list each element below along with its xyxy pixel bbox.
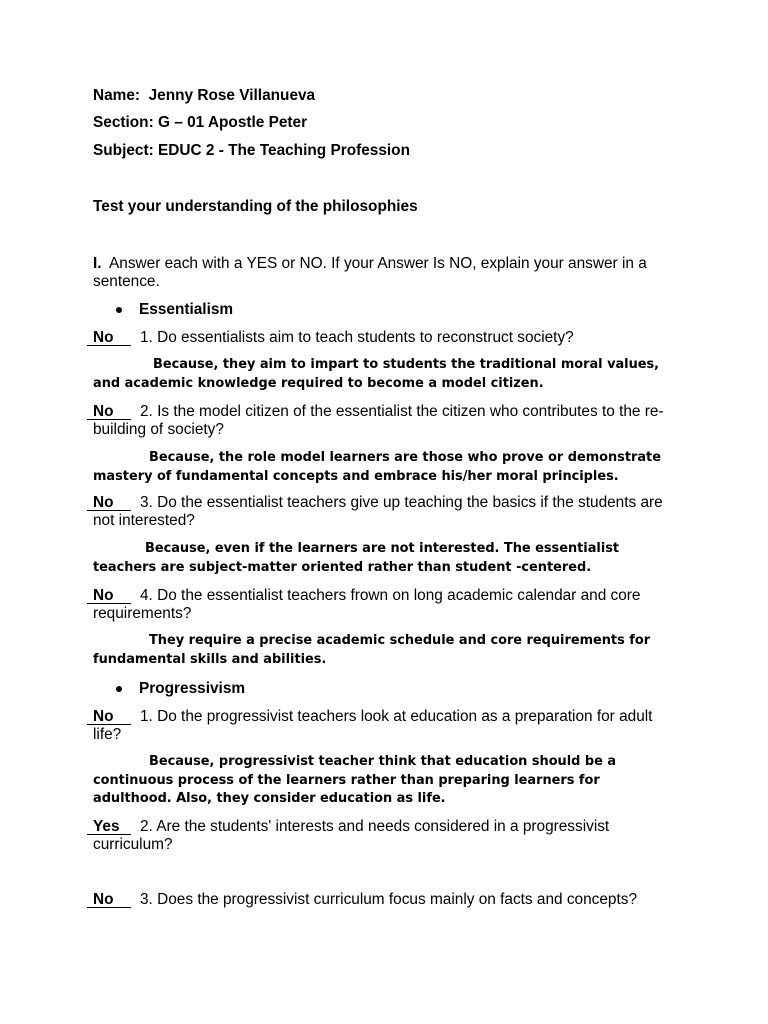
bullet-icon: [116, 686, 122, 692]
subject-text: Subject: EDUC 2 - The Teaching Profession: [93, 142, 410, 159]
instructions-line: Answer each with a YES or NO. If your Answer Is NO, explain your answer in a: [109, 255, 647, 272]
explanation-line: and academic knowledge required to become a model citizen.: [93, 375, 544, 391]
explanation-line: teachers are subject-matter oriented rather than student -centered.: [93, 559, 592, 575]
question-item: [93, 891, 675, 909]
question-text-line: curriculum?: [93, 836, 173, 853]
section-title-text: Progressivism: [139, 680, 246, 697]
question-text-line: not interested?: [93, 512, 195, 529]
section-title-text: Essentialism: [139, 301, 234, 318]
part-number: I.: [93, 255, 102, 272]
question-text-line: 2. Is the model citizen of the essentialist the citizen who contributes to the re-: [140, 403, 664, 420]
test-heading: [93, 198, 675, 216]
student-name: [93, 87, 675, 105]
explanation-line: Because, even if the learners are not interested. The essentialist: [145, 541, 620, 556]
question-text-line: life?: [93, 726, 122, 743]
subject: [93, 142, 675, 160]
question-item: [93, 818, 675, 853]
student-section: [93, 114, 675, 132]
explanation-line: adulthood. Also, they consider education as life.: [93, 791, 446, 807]
question-item: [93, 494, 675, 529]
question-text-line: requirements?: [93, 605, 192, 622]
explanation-line: Because, the role model learners are those who prove or demonstrate: [149, 450, 661, 465]
explanation: [93, 632, 675, 667]
explanation: [93, 753, 675, 807]
explanation-line: They require a precise academic schedule and core requirements for: [149, 633, 651, 648]
explanation-line: Because, they aim to impart to students the traditional moral values,: [153, 357, 660, 372]
explanation-line: fundamental skills and abilities.: [93, 651, 327, 667]
student-section-text: Section: G – 01 Apostle Peter: [93, 114, 308, 131]
question-text-line: building of society?: [93, 421, 224, 438]
answer-text: No: [93, 329, 114, 346]
answer-text: No: [93, 494, 114, 511]
question-text-line: 4. Do the essentialist teachers frown on long academic calendar and core: [140, 587, 641, 604]
explanation-line: mastery of fundamental concepts and embrace his/her moral principles.: [93, 468, 619, 484]
answer-text: No: [93, 587, 114, 604]
question-text-line: 3. Does the progressivist curriculum focus mainly on facts and concepts?: [140, 891, 638, 908]
explanation-line: continuous process of the learners rather than preparing learners for: [93, 772, 600, 788]
answer-text: No: [93, 891, 114, 908]
student-name-text: Name: Jenny Rose Villanueva: [93, 87, 316, 104]
question-item: [93, 329, 675, 347]
answer-text: Yes: [93, 818, 120, 835]
instructions: [93, 255, 675, 290]
explanation: [93, 356, 675, 391]
question-text-line: 1. Do essentialists aim to teach students to reconstruct society?: [140, 329, 574, 346]
question-text-line: 3. Do the essentialist teachers give up teaching the basics if the students are: [140, 494, 663, 511]
bullet-icon: [116, 307, 122, 313]
question-text-line: 2. Are the students' interests and needs considered in a progressivist: [140, 818, 610, 835]
instructions-line: sentence.: [93, 273, 160, 290]
explanation: [93, 540, 675, 575]
question-item: [93, 403, 675, 438]
section-title-essentialism: [93, 301, 675, 319]
answer-text: No: [93, 708, 114, 725]
explanation-line: Because, progressivist teacher think that education should be a: [149, 754, 617, 769]
section-title-progressivism: [93, 680, 675, 698]
explanation: [93, 449, 675, 484]
question-item: [93, 708, 675, 743]
test-heading-text: Test your understanding of the philosophies: [93, 198, 418, 215]
answer-text: No: [93, 403, 114, 420]
question-text-line: 1. Do the progressivist teachers look at education as a preparation for adult: [140, 708, 653, 725]
question-item: [93, 587, 675, 622]
